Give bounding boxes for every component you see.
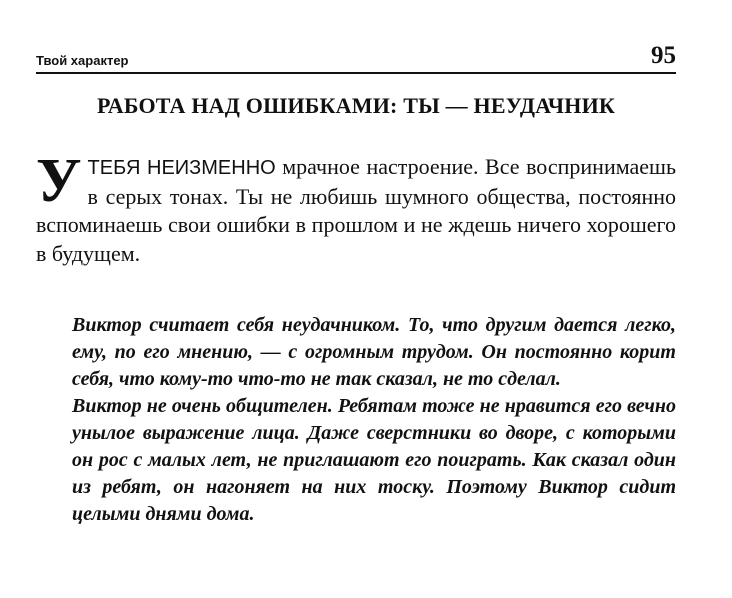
example-paragraph-2: Виктор не очень общителен. Ребятам тоже не нравится его вечно унылое выражение лица. Даже сверстники во дворе, с которыми он рос с малых лет, не приглашают его поиграть. Как сказал один из ребят, он нагоняет на них тоску. Поэтому Виктор сидит целыми днями дома. — [72, 395, 676, 525]
section-heading: РАБОТА НАД ОШИБКАМИ: ТЫ — НЕУДАЧНИК — [96, 93, 616, 118]
intro-text: мрачное настроение. Все воспринимаешь в серых тонах. Ты не любишь шумного общества, постоянно вспоминаешь свои ошибки в прошлом и не ждешь ничего хорошего в будущем. — [36, 154, 676, 266]
example-paragraph-1: Виктор считает себя неудачником. То, что другим дается легко, ему, по его мнению, — с огромным трудом. Он постоянно корит себя, что кому-то что-то не так сказал, не то сделал. — [72, 314, 676, 390]
book-page — [36, 0, 676, 598]
running-head — [36, 38, 676, 74]
intro-paragraph — [36, 147, 676, 268]
section-name: Твой характер — [36, 53, 129, 68]
lead-words: ТЕБЯ НЕИЗМЕННО — [87, 157, 276, 179]
page-number: 95 — [651, 42, 676, 69]
drop-cap: У — [36, 147, 82, 215]
example-block — [72, 312, 676, 528]
